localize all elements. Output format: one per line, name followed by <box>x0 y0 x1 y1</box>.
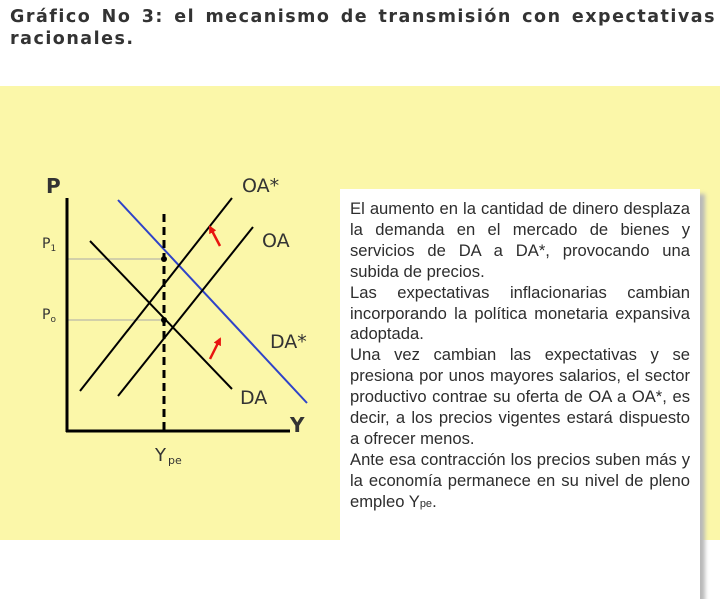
da-curve <box>90 241 232 389</box>
title-line-2: racionales. <box>10 29 135 49</box>
explanation-paragraph-2: Las expectativas inflacionarias cambian incorporando la política monetaria expansiva adoptada. <box>350 282 690 344</box>
oa-label: OA <box>262 230 290 252</box>
p1-label: $P_1$ <box>42 236 57 254</box>
slide-title <box>10 6 716 50</box>
p0-label: $P_o$ <box>42 307 56 325</box>
explanation-box <box>340 189 700 599</box>
ad-as-diagram <box>0 86 340 556</box>
x-axis-label: Y <box>290 413 305 437</box>
oa-star-label: OA* <box>242 175 280 197</box>
content-panel <box>0 86 720 540</box>
ype-label: Ype <box>155 445 182 467</box>
da-star-label: DA* <box>270 331 307 353</box>
explanation-paragraph-1: El aumento en la cantidad de dinero desplaza la demanda en el mercado de bienes y servicios de DA a DA*, provocando una subida de precios. <box>350 199 690 281</box>
explanation-paragraph-4: Ante esa contracción los precios suben más y la economía permanece en su nivel de pleno empleo Ype. <box>350 449 690 511</box>
oa-star-curve <box>80 198 232 391</box>
y-axis-label: P <box>46 174 61 198</box>
demand-shift-arrow <box>210 339 220 359</box>
title-line-1: Gráfico No 3: el mecanismo de transmisión con expectativas <box>10 7 716 27</box>
explanation-paragraph-3: Una vez cambian las expectativas y se presiona por unos mayores salarios, el sector productivo contrae su oferta de OA a OA*, es decir, a los precios vigentes estará dispuesto a ofrecer menos. <box>350 345 690 448</box>
supply-shift-arrow <box>210 227 220 246</box>
da-label: DA <box>240 387 268 409</box>
equilibrium-point-final <box>161 256 167 262</box>
oa-curve <box>118 227 253 396</box>
equilibrium-point-initial <box>161 317 167 323</box>
